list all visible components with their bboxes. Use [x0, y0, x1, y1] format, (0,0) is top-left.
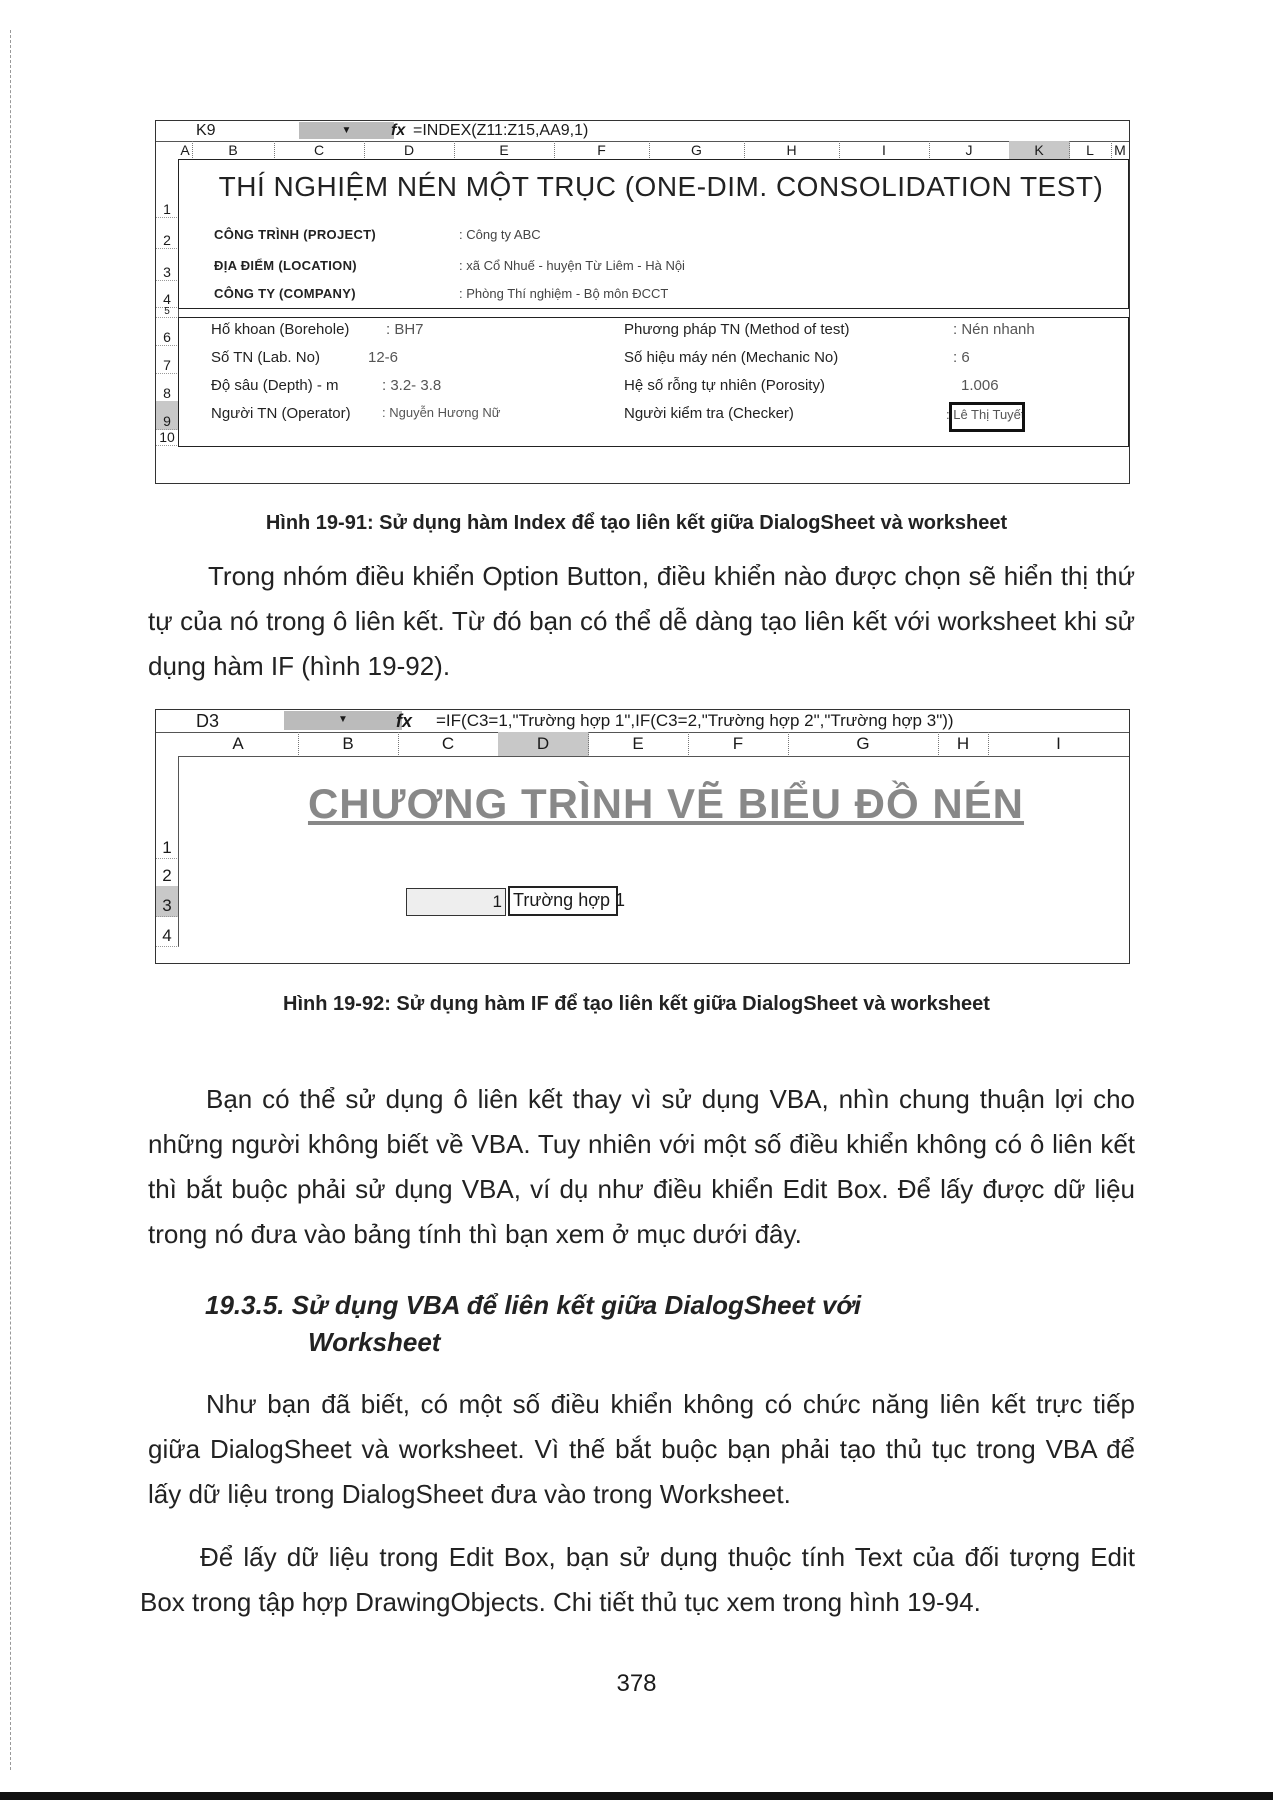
row-header[interactable]: 2: [156, 858, 179, 887]
row-header-selected[interactable]: 9: [156, 401, 179, 430]
column-header[interactable]: H: [938, 732, 989, 757]
row-header-selected[interactable]: 3: [156, 886, 179, 917]
name-box[interactable]: K9: [196, 122, 216, 139]
section-heading: 19.3.5. Sử dụng VBA để liên kết giữa DialogSheet với: [205, 1290, 862, 1320]
column-header[interactable]: C: [398, 732, 499, 757]
row-header[interactable]: 6: [156, 317, 179, 346]
company-value: : Phòng Thí nghiệm - Bộ môn ĐCCT: [459, 286, 669, 301]
checker-label: Người kiểm tra (Checker): [624, 405, 794, 422]
operator-label: Người TN (Operator): [211, 405, 351, 422]
dropdown-arrow-icon[interactable]: ▼: [299, 122, 394, 139]
column-header-selected[interactable]: D: [498, 732, 589, 757]
method-value: : Nén nhanh: [953, 321, 1035, 338]
column-header[interactable]: D: [364, 141, 455, 160]
formula-bar: [156, 121, 1129, 142]
active-cell-d3[interactable]: Trường hợp 1: [508, 886, 618, 916]
row-header[interactable]: 7: [156, 345, 179, 374]
row-header[interactable]: 1: [156, 159, 179, 218]
column-header[interactable]: G: [649, 141, 745, 160]
column-header[interactable]: B: [298, 732, 399, 757]
active-cell-k9[interactable]: [949, 402, 1025, 432]
row-header[interactable]: 5: [156, 307, 179, 318]
column-header[interactable]: E: [454, 141, 555, 160]
column-header[interactable]: F: [688, 732, 789, 757]
margin-rule: [10, 30, 12, 1770]
column-header[interactable]: G: [788, 732, 939, 757]
column-header[interactable]: I: [988, 732, 1130, 757]
name-box[interactable]: D3: [196, 711, 220, 731]
row-header[interactable]: 4: [156, 280, 179, 308]
project-label: CÔNG TRÌNH (PROJECT): [214, 227, 376, 242]
paragraph-no-direct-link: Như bạn đã biết, có một số điều khiển không có chức năng liên kết trực tiếp giữa DialogSheet và worksheet. Vì thế bắt buộc bạn phải tạo thủ tục trong VBA để lấy dữ liệu trong DialogSheet đưa vào trong Worksheet.: [148, 1389, 1135, 1509]
section-heading-continued: Worksheet: [308, 1327, 441, 1357]
cell-c3[interactable]: 1: [406, 888, 506, 916]
column-header[interactable]: E: [588, 732, 689, 757]
formula-text[interactable]: =IF(C3=1,"Trường hợp 1",IF(C3=2,"Trường hợp 2","Trường hợp 3")): [436, 711, 954, 730]
column-header[interactable]: J: [929, 141, 1010, 160]
mechanic-value: : 6: [953, 349, 970, 366]
porosity-label: Hệ số rỗng tự nhiên (Porosity): [624, 377, 825, 394]
sheet-title: CHƯƠNG TRÌNH VẼ BIỂU ĐỒ NÉN: [307, 780, 1025, 827]
method-label: Phương pháp TN (Method of test): [624, 321, 850, 338]
column-header[interactable]: A: [178, 732, 299, 757]
spreadsheet-figure-if: [155, 709, 1130, 964]
row-header[interactable]: 4: [156, 916, 179, 947]
formula-text[interactable]: =INDEX(Z11:Z15,AA9,1): [413, 122, 589, 139]
lab-no-value: 12-6: [368, 349, 399, 366]
column-header[interactable]: L: [1069, 141, 1112, 160]
figure-caption-19-92: Hình 19-92: Sử dụng hàm IF để tạo liên kết giữa DialogSheet và worksheet: [283, 993, 990, 1015]
column-header[interactable]: I: [839, 141, 930, 160]
column-header[interactable]: H: [744, 141, 840, 160]
column-header[interactable]: C: [274, 141, 365, 160]
function-icon[interactable]: fx: [391, 122, 406, 139]
operator-value: : Nguyễn Hương Nữ: [382, 405, 501, 420]
lab-no-label: Số TN (Lab. No): [211, 349, 320, 366]
spreadsheet-figure-index: [155, 120, 1130, 484]
project-value: : Công ty ABC: [459, 227, 541, 242]
column-header[interactable]: M: [1111, 141, 1130, 160]
sheet-title: THÍ NGHIỆM NÉN MỘT TRỤC (ONE-DIM. CONSOLIDATION TEST): [218, 171, 1104, 202]
column-header[interactable]: F: [554, 141, 650, 160]
paragraph-option-button: Trong nhóm điều khiển Option Button, điều khiển nào được chọn sẽ hiển thị thứ tự của nó trong ô liên kết. Từ đó bạn có thể dễ dàng tạo liên kết với worksheet khi sử dụng hàm IF (hình 19-92).: [148, 561, 1135, 681]
figure-caption-19-91: Hình 19-91: Sử dụng hàm Index để tạo liên kết giữa DialogSheet và worksheet: [265, 512, 1008, 534]
depth-value: : 3.2- 3.8: [382, 377, 442, 394]
row-header[interactable]: 1: [156, 756, 179, 859]
mechanic-label: Số hiệu máy nén (Mechanic No): [624, 349, 839, 366]
dropdown-arrow-icon[interactable]: ▼: [284, 711, 402, 730]
column-header[interactable]: B: [192, 141, 275, 160]
page-bottom-edge: [0, 1792, 1273, 1800]
checker-value: : Lê Thị Tuyết: [946, 407, 1025, 422]
column-header-selected[interactable]: K: [1009, 141, 1070, 160]
function-icon[interactable]: fx: [396, 711, 413, 731]
row-header[interactable]: 8: [156, 373, 179, 402]
row-header[interactable]: 10: [156, 429, 179, 446]
location-value: : xã Cổ Nhuế - huyện Từ Liêm - Hà Nội: [459, 258, 685, 273]
borehole-value: : BH7: [386, 321, 424, 338]
row-header[interactable]: 3: [156, 248, 179, 281]
paragraph-edit-box: Để lấy dữ liệu trong Edit Box, bạn sử dụng thuộc tính Text của đối tượng Edit Box trong tập hợp DrawingObjects. Chi tiết thủ tục xem trong hình 19-94.: [140, 1542, 1135, 1617]
row-header[interactable]: 2: [156, 217, 179, 249]
borehole-label: Hố khoan (Borehole): [211, 321, 350, 338]
formula-bar: [156, 710, 1129, 733]
location-label: ĐỊA ĐIỂM (LOCATION): [214, 258, 357, 273]
porosity-value: 1.006: [961, 377, 999, 394]
depth-label: Độ sâu (Depth) - m: [211, 377, 339, 394]
page-number: 378: [616, 1670, 657, 1697]
column-header[interactable]: A: [178, 141, 193, 160]
company-label: CÔNG TY (COMPANY): [214, 286, 356, 301]
paragraph-linked-cell: Bạn có thể sử dụng ô liên kết thay vì sử dụng VBA, nhìn chung thuận lợi cho những người không biết về VBA. Tuy nhiên với một số điều khiển không có ô liên kết thì bắt buộc phải sử dụng VBA, ví dụ như điều khiển Edit Box. Để lấy được dữ liệu trong nó đưa vào bảng tính thì bạn xem ở mục dưới đây.: [148, 1084, 1135, 1249]
